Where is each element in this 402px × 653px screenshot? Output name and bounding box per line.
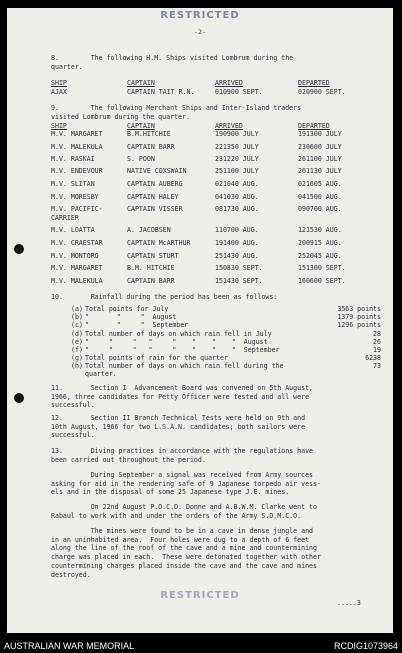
para13b-line: During September a signal was received from Army sources [51,471,314,479]
rain-item-value: 26 [373,337,381,346]
para9-row-ship: M.V. MARGARET [51,264,103,272]
document-page [7,8,393,633]
para9-row-ship: M.V. MARGARET [51,130,103,138]
para9-row-captain: S. POON [127,155,155,163]
para9-row-captain: CAPTAIN BARR [127,143,175,151]
para9-row-arrived: 221350 JULY [215,143,259,151]
para9-row-departed: 151300 SEPT. [298,264,346,272]
rain-item-text: " " " " " " " " September [85,346,280,354]
rain-item-value: 6238 [365,354,381,363]
para9-row-captain: CAPTAIN HALEY [127,193,179,201]
para8-row-captain: CAPTAIN TAIT R.N. [127,88,195,96]
para8-header-ship: SHIP [51,79,67,87]
para8-line2: quarter. [51,63,83,71]
para9-row-captain: NATIVE COXSWAIN [127,167,187,175]
para13d-line: The mines were found to be in a cave in dense jungle and [51,527,314,535]
rain-item-label: (d) [71,329,83,338]
para9-row-departed: 252045 AUG. [298,252,342,260]
para9-row-captain: CAPTAIN VISSER [127,205,183,213]
para9-row-captain: A. JACOBSEN [127,226,171,234]
rain-item-text: " " " September [85,321,189,330]
para9-row-arrived: 251100 JULY [215,167,259,175]
para12-line: 10th August, 1966 for two L.S.A.N. candidates; both sailors were [51,422,306,431]
para9-row-arrived: 151430 SEPT. [215,277,263,285]
para9-row-arrived: 081730 AUG. [215,205,259,213]
para9-row-arrived: 110700 AUG. [215,226,259,234]
rain-item-label: (c) [71,321,83,330]
para8-line1: 8. The following H.M. Ships visited Lombrum during the [51,54,294,62]
rain-item-label: (g) [71,354,83,363]
rain-item-text: Total points for July [85,305,169,313]
rain-item-label: (b) [71,313,83,322]
para9-row-departed: 041500 AUG. [298,193,342,201]
para8-row-arrived: 010900 SEPT. [215,88,263,96]
para9-header-arrived: ARRIVED [215,122,243,130]
rain-item-text: " " " " " " " " August [85,337,268,346]
rain-item-text: " " " August [85,313,177,322]
rain-h-continuation: quarter. [85,370,117,378]
rain-item-text: Total number of days on which rain fell during the [85,362,284,371]
para9-header-departed: DEPARTED [298,122,330,130]
para8-header-departed: DEPARTED [298,79,330,87]
rain-item-text: Total points of rain for the quarter [85,354,228,363]
rain-item-value: 73 [373,362,381,371]
para9-row-ship: M.V. LOATTA [51,226,95,234]
para9-row-departed: 230600 JULY [298,143,342,151]
para9-line2: visited Lombrum during the quarter. [51,113,190,121]
restricted-stamp-top: RESTRICTED [160,10,240,21]
footer-bar [0,638,402,653]
para9-line1: 9. The following Merchant Ships and Inter-Island traders [51,104,302,112]
para9-row-ship: M.V. ENDEVOUR [51,167,103,175]
rain-item-label: (f) [71,346,83,354]
para9-row-departed: 021605 AUG. [298,180,342,188]
para9-row-arrived: 150830 SEPT. [215,264,263,272]
para9-row-captain: CAPTAIN AUBERG [127,180,183,188]
punch-hole-top [14,244,24,254]
para13b-line: els and in the disposal of some 25 Japanese type J.E. mines. [51,488,290,497]
para12-line: successful. [51,431,95,440]
para13d-line: charge was placed in each. These were detonated together with other [51,553,321,562]
para9-row-captain: CAPTAIN STURT [127,252,179,260]
para13c-line: Rabaul to work with and under the orders of the Army S.D.M.C.O. [51,511,302,520]
footer-source: AUSTRALIAN WAR MEMORIAL [4,641,135,651]
para13-line: been carried out throughout the period. [51,455,206,464]
para11-line: 1966, three candidates for Petty Officer were tested and all were [51,392,310,401]
rain-item-value: 28 [373,329,381,338]
para13d-line: in an uninhabited area. Four holes were dug to a depth of 6 feet [51,535,310,544]
rain-item-label: (e) [71,337,83,346]
para11-line: successful. [51,401,95,410]
rain-item-value: 1379 points [337,313,381,322]
para9-row-arrived: 041030 AUG. [215,193,259,201]
para9-row-ship: M.V. MORESBY [51,193,99,201]
continuation-marker: .....3 [337,599,361,607]
para9-row-arrived: 190900 JULY [215,130,259,138]
para9-row-ship: M.V. MONTORO [51,252,99,260]
rain-item-value: 1296 points [337,321,381,330]
para9-row-departed: 261100 JULY [298,155,342,163]
para9-row-arrived: 231220 JULY [215,155,259,163]
para13d-line: countermining charges placed inside the cave and the cave and mines [51,561,317,570]
para9-row-departed: 160600 SEPT. [298,277,346,285]
rain-item-label: (h) [71,362,83,371]
para9-header-captain: CAPTAIN [127,122,155,130]
para9-row-departed: 090700 AUG. [298,205,342,213]
para9-row-departed: 200915 AUG. [298,239,342,247]
rain-item-value: 3563 points [337,305,381,313]
para9-row-ship: M.V. MALEKULA [51,277,103,285]
page-number: -2- [194,28,206,36]
para9-row-captain: CAPTAIN McARTHUR [127,239,191,247]
para9-row-departed: 191300 JULY [298,130,342,138]
para13b-line: asking for aid in the rendering safe of 9 Japanese torpedo air vess- [51,479,321,488]
para9-row-departed: 121530 AUG. [298,226,342,234]
para12-line: 12. Section II Branch Technical Tests were held on 9th and [51,414,306,422]
para9-row-ship: M.V. PACIFIC- CARRIER [51,205,103,222]
para9-row-ship: M.V. RASKAI [51,155,95,163]
para9-row-ship: M.V. CRAESTAR [51,239,103,247]
para9-row-arrived: 021040 AUG. [215,180,259,188]
para8-header-captain: CAPTAIN [127,79,155,87]
para9-row-captain: B.M. HITCHIE [127,264,175,272]
rain-item-value: 19 [373,346,381,354]
footer-id: RCDIG1073964 [333,641,398,651]
restricted-stamp-bottom: RESTRICTED [160,590,240,601]
punch-hole-bottom [14,393,24,403]
para13c-line: On 22nd August P.O.C.D. Donne and A.B.W.M. Clarke went to [51,503,317,511]
para13d-line: destroyed. [51,570,91,579]
para9-row-captain: B.M.HITCHIE [127,130,171,138]
para8-header-arrived: ARRIVED [215,79,243,87]
rain-item-text: Total number of days on which rain fell in July [85,329,272,338]
para9-row-ship: M.V. MALEKULA [51,143,103,151]
para11-line: 11. Section I Advancement Board was convened on 5th August, [51,384,314,392]
para9-row-captain: CAPTAIN BARR [127,277,175,285]
para9-header-ship: SHIP [51,122,67,130]
para8-row-departed: 020900 SEPT. [298,88,346,96]
para13d-line: along the line of the roof of the cave and a mine and countermining [51,544,317,553]
para9-row-ship: M.V. SLITAN [51,180,95,188]
para9-row-arrived: 251430 AUG. [215,252,259,260]
rain-item-label: (a) [71,305,83,313]
para9-row-arrived: 191400 AUG. [215,239,259,247]
para8-row-ship: AJAX [51,88,67,96]
para10-intro: 10. Rainfall during the period has been as follows: [51,293,278,301]
para9-row-departed: 261130 JULY [298,167,342,175]
para13-line: 13. Diving practices in accordance with the regulations have [51,447,314,455]
